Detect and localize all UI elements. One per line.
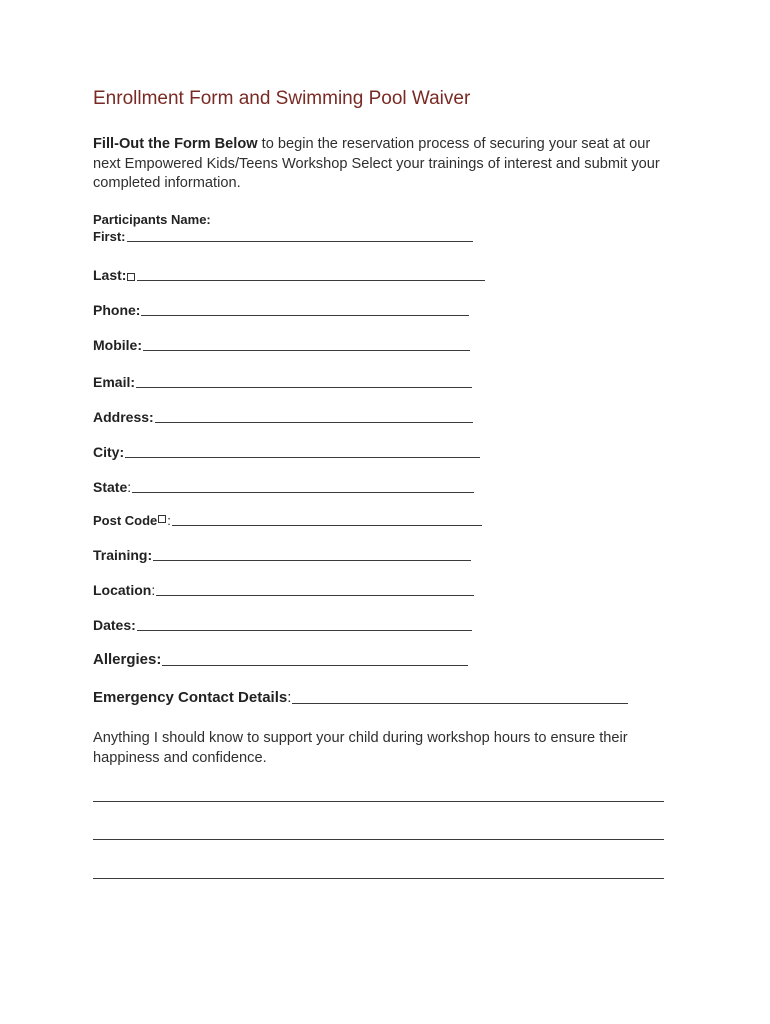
- email-line[interactable]: [136, 386, 472, 388]
- last-name-field[interactable]: [93, 267, 485, 283]
- post-code-field[interactable]: [93, 513, 482, 528]
- intro-bold-text: Fill-Out the Form Below: [93, 136, 258, 152]
- participants-name-label: Participants Name:: [93, 212, 211, 227]
- dates-line[interactable]: [137, 629, 472, 631]
- emergency-contact-line[interactable]: [292, 702, 628, 704]
- allergies-field[interactable]: [93, 651, 468, 668]
- first-name-line[interactable]: [127, 240, 473, 242]
- location-label: Location:: [93, 582, 156, 598]
- city-label: City:: [93, 444, 125, 460]
- post-code-line[interactable]: [172, 524, 482, 526]
- training-label: Training:: [93, 547, 153, 563]
- mobile-line[interactable]: [143, 349, 470, 351]
- state-field[interactable]: [93, 479, 474, 495]
- intro-text: to begin the reservation process of securing your seat at our next Empowered Kids/Teens Workshop Select your trainings of interest and submit your completed information.: [93, 136, 660, 191]
- support-answer-line-2[interactable]: [93, 839, 664, 840]
- dates-label: Dates:: [93, 617, 136, 633]
- form-title: Enrollment Form and Swimming Pool Waiver: [93, 88, 471, 109]
- location-line[interactable]: [156, 594, 474, 596]
- location-field[interactable]: [93, 582, 474, 598]
- first-name-field[interactable]: [93, 229, 473, 244]
- last-name-label: Last:: [93, 267, 127, 283]
- mobile-label: Mobile:: [93, 337, 142, 353]
- phone-line[interactable]: [141, 314, 469, 316]
- training-field[interactable]: [93, 547, 471, 563]
- emergency-contact-field[interactable]: [93, 689, 628, 706]
- email-label: Email:: [93, 374, 136, 390]
- email-field[interactable]: [93, 374, 472, 390]
- mobile-field[interactable]: [93, 337, 470, 353]
- city-line[interactable]: [125, 456, 480, 458]
- allergies-line[interactable]: [162, 664, 468, 666]
- first-name-label: First:: [93, 229, 126, 244]
- checkbox-icon: [127, 273, 135, 281]
- checkbox-icon: [158, 515, 166, 523]
- city-field[interactable]: [93, 444, 480, 460]
- state-line[interactable]: [132, 491, 474, 493]
- phone-field[interactable]: [93, 302, 469, 318]
- allergies-label: Allergies:: [93, 651, 162, 668]
- last-name-line[interactable]: [137, 279, 485, 281]
- support-answer-line-1[interactable]: [93, 801, 664, 802]
- support-answer-line-3[interactable]: [93, 878, 664, 879]
- address-line[interactable]: [155, 421, 473, 423]
- address-label: Address:: [93, 409, 154, 425]
- support-paragraph: Anything I should know to support your child during workshop hours to ensure their happiness and confidence.: [93, 730, 628, 766]
- emergency-contact-label: Emergency Contact Details:: [93, 689, 292, 706]
- address-field[interactable]: [93, 409, 473, 425]
- dates-field[interactable]: [93, 617, 472, 633]
- post-code-label: Post Code :: [93, 513, 171, 528]
- training-line[interactable]: [153, 559, 471, 561]
- intro-paragraph: [93, 135, 673, 194]
- phone-label: Phone:: [93, 302, 141, 318]
- state-label: State:: [93, 479, 132, 495]
